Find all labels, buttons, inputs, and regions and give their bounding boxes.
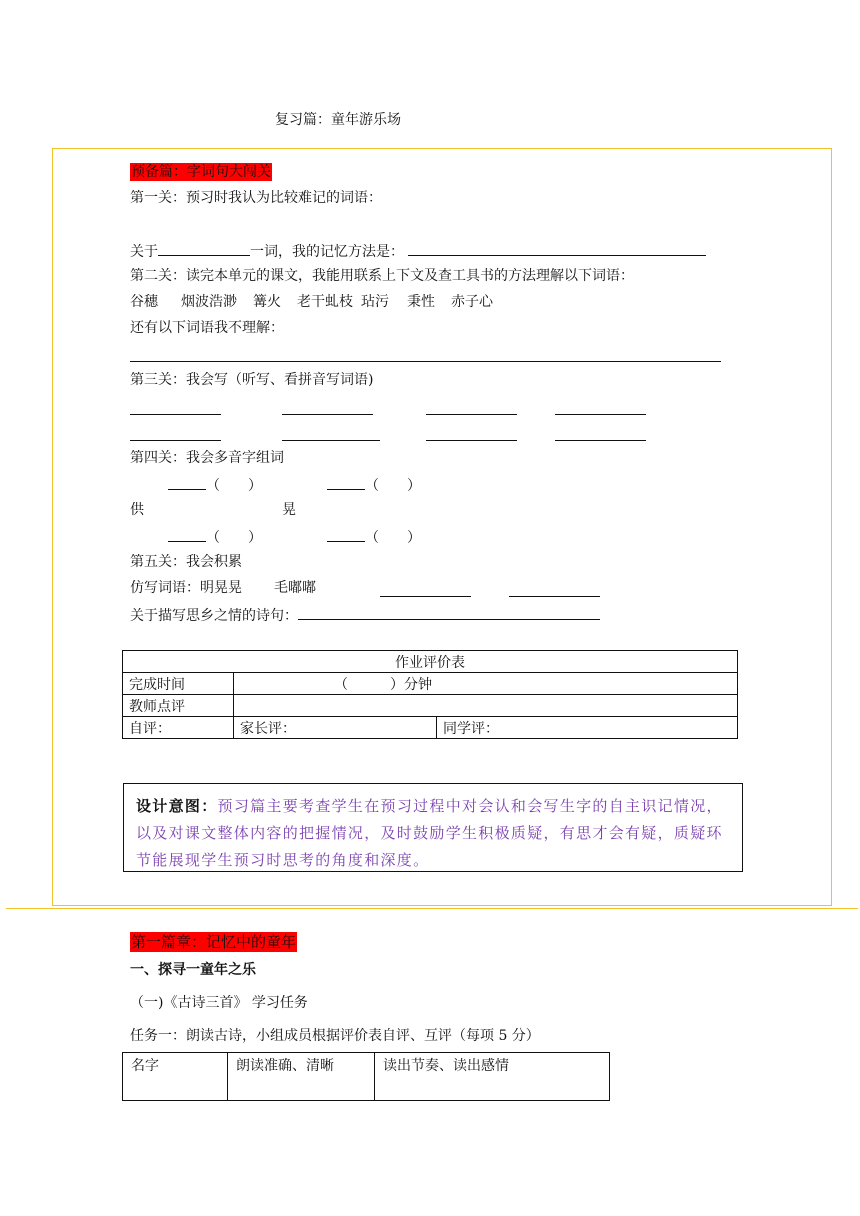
eval-time-label: 完成时间: [123, 673, 234, 695]
task1-text: 任务一：朗读古诗，小组成员根据评价表自评、互评（每项 5 分）: [130, 1028, 540, 1044]
page-title: 复习篇：童年游乐场: [275, 112, 401, 128]
dictation-blank[interactable]: [282, 414, 373, 415]
word-item: 老干虬枝: [297, 294, 353, 310]
poem-line: 关于描写思乡之情的诗句：: [130, 605, 600, 625]
dictation-blank[interactable]: [555, 440, 646, 441]
design-intent-text: 预习篇主要考查学生在预习过程中对会认和会写生字的自主识记情况，以及对课文整体内容的把握情况，及时鼓励学生积极质疑，有思才会有疑，质疑环节能展现学生预习时思考的角度和深度。: [136, 797, 723, 869]
subsection-title: （一)《古诗三首》 学习任务: [130, 995, 308, 1011]
dictation-blank[interactable]: [426, 414, 517, 415]
polyphone-blank[interactable]: [327, 475, 365, 490]
homework-eval-table: [122, 650, 738, 739]
score-col-emotion: 读出节奏、读出感情: [375, 1053, 610, 1101]
eval-time-value[interactable]: （ ）分钟: [234, 673, 738, 695]
dictation-blank[interactable]: [130, 440, 221, 441]
polyphone-group: （ ）: [327, 527, 421, 547]
dictation-blank[interactable]: [555, 414, 646, 415]
imitate-words-line: 仿写词语：明晃晃 毛嘟嘟: [130, 580, 316, 596]
chapter1-heading: 第一篇章：记忆中的童年: [131, 933, 297, 951]
word-item: 谷穗: [130, 294, 158, 310]
word-item: 烟波浩渺: [181, 294, 237, 310]
polyphone-char: 供: [130, 502, 144, 518]
eval-peer-label[interactable]: 同学评：: [437, 717, 738, 739]
design-intent-label: 设计意图：: [136, 797, 218, 815]
level2-title: 第二关：读完本单元的课文，我能用联系上下文及查工具书的方法理解以下词语：: [130, 268, 634, 284]
score-col-accuracy: 朗读准确、清晰: [228, 1053, 375, 1101]
level3-title: 第三关：我会写（听写、看拼音写词语): [130, 372, 374, 388]
level2-word-list: [130, 293, 493, 311]
poem-blank[interactable]: [298, 605, 600, 620]
level5-title: 第五关：我会积累: [130, 554, 242, 570]
eval-parent-label[interactable]: 家长评：: [234, 717, 437, 739]
method-blank[interactable]: [408, 241, 706, 256]
level2-not-understood: 还有以下词语我不理解：: [130, 320, 284, 336]
eval-teacher-cell[interactable]: [234, 695, 738, 717]
word-item: 秉性: [407, 294, 435, 310]
dictation-blank[interactable]: [282, 440, 380, 441]
polyphone-blank[interactable]: [168, 475, 206, 490]
section1-title: 一、探寻一童年之乐: [130, 962, 256, 978]
polyphone-char: 晃: [282, 502, 296, 518]
not-understood-blank[interactable]: [130, 361, 721, 362]
eval-table-title: 作业评价表: [123, 651, 738, 673]
prep-heading: 预备篇：字词句大闯关: [131, 164, 271, 180]
polyphone-blank[interactable]: [168, 527, 206, 542]
word-item: 赤子心: [451, 294, 493, 310]
eval-self-label[interactable]: 自评：: [123, 717, 234, 739]
word-item: 玷污: [361, 294, 389, 310]
word-item: 篝火: [253, 294, 281, 310]
level4-title: 第四关：我会多音字组词: [130, 450, 284, 466]
polyphone-blank[interactable]: [327, 527, 365, 542]
polyphone-group: （ ）: [168, 527, 262, 547]
word-blank[interactable]: [158, 241, 250, 256]
imitate-blank[interactable]: [509, 596, 600, 597]
polyphone-group: （ ）: [327, 475, 421, 495]
reading-score-table: [122, 1052, 610, 1101]
score-col-name: 名字: [123, 1053, 228, 1101]
level1-title: 第一关：预习时我认为比较难记的词语：: [130, 190, 382, 206]
dictation-blank[interactable]: [426, 440, 517, 441]
design-intent-box: [123, 783, 743, 872]
dictation-blank[interactable]: [130, 414, 221, 415]
polyphone-group: （ ）: [168, 475, 262, 495]
eval-teacher-label: 教师点评: [123, 695, 234, 717]
imitate-blank[interactable]: [380, 596, 471, 597]
level1-memory-line: 关于 一词，我的记忆方法是：: [130, 241, 706, 261]
section-divider: [6, 908, 858, 909]
